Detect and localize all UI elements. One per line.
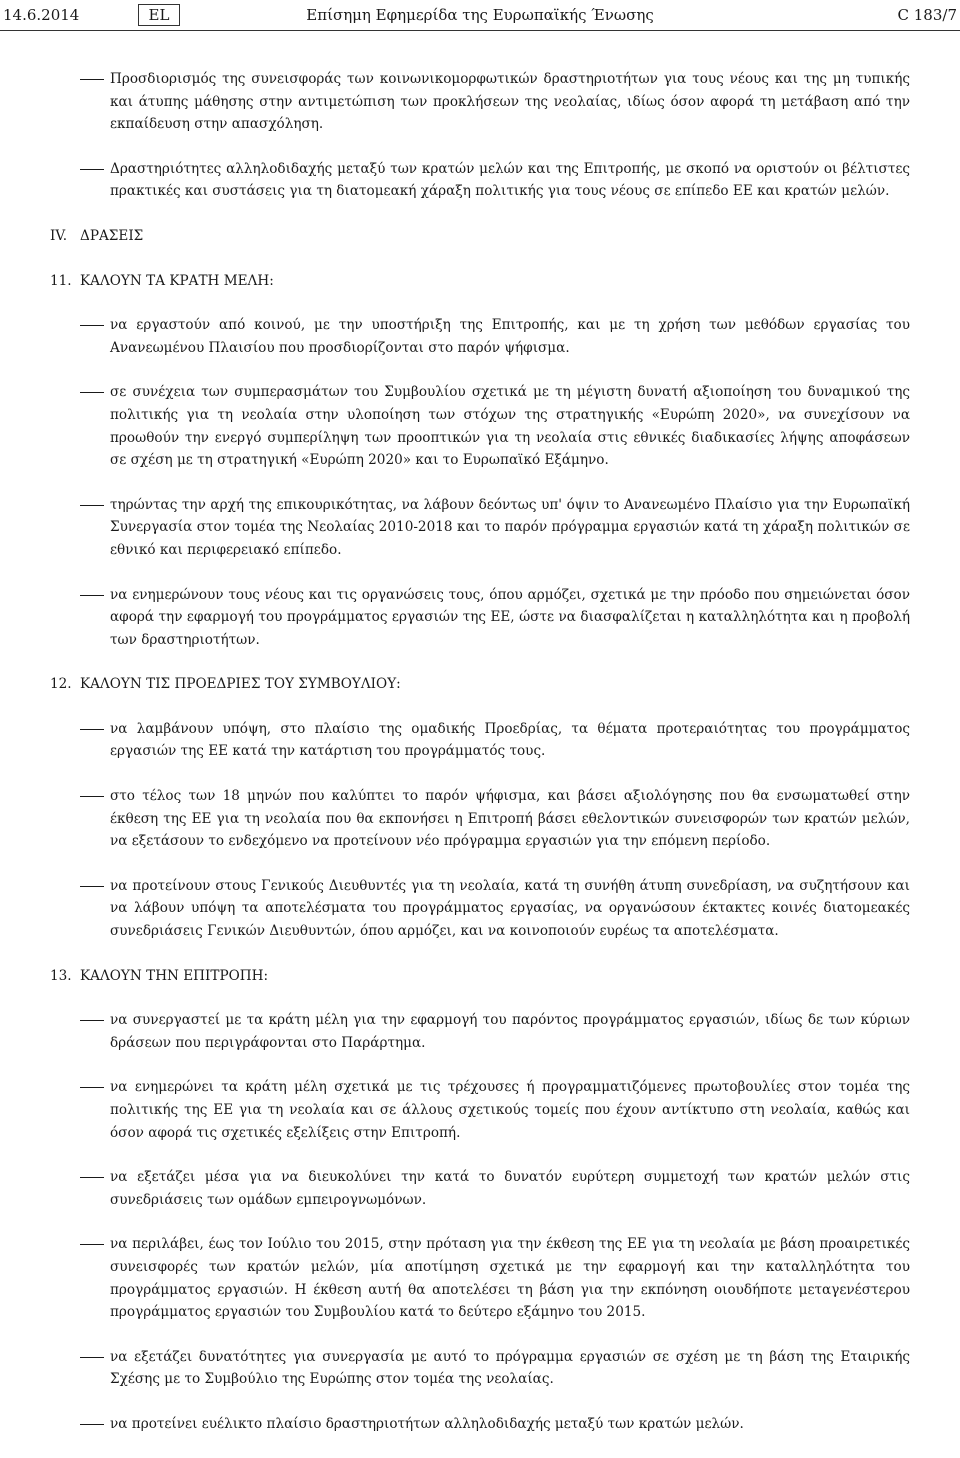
bullet-text: να λαμβάνουν υπόψη, στο πλαίσιο της ομαδικής Προεδρίας, τα θέματα προτεραιότητας του προγράμματος εργασιών της ΕΕ κατά την κατάρτιση του προγράμματός τους. [110,720,910,760]
page-reference: C 183/7 [897,6,957,24]
list-item [0,314,960,359]
bullet-text: να περιλάβει, έως τον Ιούλιο του 2015, στην πρόταση για την έκθεση της ΕΕ για τη νεολαία με βάση προαιρετικές συνεισφορές των κρατών μελών, μία αποτίμηση σχετικά με την εφαρμογή και την καταλληλότητα του προγράμματος εργασιών. Η έκθεση αυτή θα αποτελέσει τη βάση για την εκπόνηση οιουδήποτε μεταγενέστερου προγράμματος εργασιών του Συμβουλίου κατά το δεύτερο εξάμηνο του 2015. [110,1236,910,1321]
point-number: 13. [50,967,72,984]
list-item [0,875,960,943]
bullet-text: στο τέλος των 18 μηνών που καλύπτει το παρόν ψήφισμα, και βάσει αξιολόγησης που θα ενσωματωθεί στην έκθεση της ΕΕ για τη νεολαία που θα εκπονήσει η Επιτροπή βάσει εθελοντικών συνεισφορών των κρατών μελών, να εξετάσουν το ενδεχόμενο να προτείνουν νέο πρόγραμμα εργασιών για την επόμενη περίοδο. [110,788,910,850]
language-badge: EL [138,4,180,26]
bullet-text: να εξετάζει μέσα για να διευκολύνει την κατά το δυνατόν ευρύτερη συμμετοχή των κρατών μελών στις συνεδριάσεις των ομάδων εμπειρογνωμόνων. [110,1169,910,1208]
dash-marker [80,796,104,797]
dash-marker [80,79,104,80]
point-number: 11. [50,272,72,289]
bullet-text: να συνεργαστεί με τα κράτη μέλη για την εφαρμογή του παρόντος προγράμματος εργασιών, ιδίως δε των κύριων δράσεων που περιγράφονται στο Παράρτημα. [110,1012,910,1051]
section-number: IV. [50,227,68,244]
list-item [0,1166,960,1211]
point-heading [0,270,960,293]
list-item [0,1346,960,1391]
intro-bullet [0,68,960,136]
section-heading [0,225,960,248]
list-item [0,785,960,853]
point-heading [0,965,960,988]
dash-marker [80,1020,104,1021]
list-item [0,1413,960,1436]
bullet-text: να εξετάζει δυνατότητες για συνεργασία με αυτό το πρόγραμμα εργασιών σε σχέση με τη βάση της Εταιρικής Σχέσης με το Συμβούλιο της Ευρώπης στον τομέα της νεολαίας. [110,1348,910,1388]
section-title: ΔΡΑΣΕΙΣ [80,227,144,244]
document-body [0,68,960,1458]
list-item [0,381,960,471]
dash-marker [80,1177,104,1178]
page-header [0,0,960,31]
dash-marker [80,169,104,170]
point-title: ΚΑΛΟΥΝ ΤΙΣ ΠΡΟΕΔΡΙΕΣ ΤΟΥ ΣΥΜΒΟΥΛΙΟΥ: [80,676,401,693]
dash-marker [80,325,104,326]
bullet-text: Δραστηριότητες αλληλοδιδαχής μεταξύ των κρατών μελών και της Επιτροπής, με σκοπό να οριστούν οι βέλτιστες πρακτικές και συστάσεις για τη διατομεακή χάραξη πολιτικής για τους νέους σε επίπεδο ΕΕ και κρατών μελών. [110,160,910,200]
dash-marker [80,595,104,596]
point-number: 12. [50,676,72,693]
publication-date: 14.6.2014 [3,6,80,24]
point-title: ΚΑΛΟΥΝ ΤΑ ΚΡΑΤΗ ΜΕΛΗ: [80,272,274,289]
bullet-text: Προσδιορισμός της συνεισφοράς των κοινωνικομορφωτικών δραστηριοτήτων για τους νέους και της μη τυπικής και άτυπης μάθησης στην αντιμετώπιση των προκλήσεων της νεολαίας, ιδίως όσον αφορά τη μετάβαση από την εκπαίδευση στην απασχόληση. [110,71,910,133]
dash-marker [80,729,104,730]
dash-marker [80,1357,104,1358]
bullet-text: να εργαστούν από κοινού, με την υποστήριξη της Επιτροπής, και με τη χρήση των μεθόδων εργασίας του Ανανεωμένου Πλαισίου που προσδιορίζονται στο παρόν ψήφισμα. [110,317,910,356]
dash-marker [80,392,104,393]
bullet-text: να ενημερώνει τα κράτη μέλη σχετικά με τις τρέχουσες ή προγραμματιζόμενες πρωτοβουλίες στον τομέα της πολιτικής της ΕΕ για τη νεολαία και σε άλλους σχετικούς τομείς που έχουν αντίκτυπο στη νεολαία, καθώς και όσον αφορά τις σχετικές εξελίξεις στην Επιτροπή. [110,1079,910,1141]
list-item [0,494,960,562]
dash-marker [80,1087,104,1088]
bullet-text: να προτείνει ευέλικτο πλαίσιο δραστηριοτήτων αλληλοδιδαχής μεταξύ των κρατών μελών. [110,1415,744,1432]
bullet-text: να προτείνουν στους Γενικούς Διευθυντές για τη νεολαία, κατά τη συνήθη άτυπη συνεδρίαση, να συζητήσουν και να λάβουν υπόψη τα αποτελέσματα του προγράμματος εργασίας, να οργανώσουν έκτακτες κοινές διατομεακές συνεδριάσεις Γενικών Διευθυντών, όπου αρμόζει, και να κοινοποιούν ευρέως τα αποτελέσματα. [110,877,910,940]
list-item [0,584,960,652]
dash-marker [80,1424,104,1425]
dash-marker [80,505,104,506]
bullet-text: τηρώντας την αρχή της επικουρικότητας, να λάβουν δεόντως υπ' όψιν το Ανανεωμένο Πλαίσιο για την Ευρωπαϊκή Συνεργασία στον τομέα της Νεολαίας 2010-2018 και το παρόν πρόγραμμα εργασιών κατά τη χάραξη πολιτικών σε εθνικό και περιφερειακό επίπεδο. [110,496,910,558]
bullet-text: σε συνέχεια των συμπερασμάτων του Συμβουλίου σχετικά με τη μέγιστη δυνατή αξιοποίηση του δυναμικού της πολιτικής για τη νεολαία στην υλοποίηση των στόχων της στρατηγικής «Ευρώπη 2020», να συνεχίσουν να προωθούν την ενεργό συμπερίληψη των προοπτικών για τη νεολαία στις εθνικές διαδικασίες λήψης αποφάσεων σε σχέση με τη στρατηγική «Ευρώπη 2020» και το Ευρωπαϊκό Εξάμηνο. [110,384,910,469]
point-heading [0,673,960,696]
journal-title: Επίσημη Εφημερίδα της Ευρωπαϊκής Ένωσης [306,6,654,24]
list-item [0,1009,960,1054]
dash-marker [80,886,104,887]
intro-bullet [0,158,960,203]
list-item [0,1233,960,1323]
list-item [0,718,960,763]
list-item [0,1076,960,1144]
bullet-text: να ενημερώνουν τους νέους και τις οργανώσεις τους, όπου αρμόζει, σχετικά με την πρόοδο που σημειώνεται όσον αφορά την εφαρμογή του προγράμματος εργασιών της ΕΕ, ώστε να διασφαλίζεται η καταλληλότητα και η προβολή των δραστηριοτήτων. [110,586,910,648]
dash-marker [80,1244,104,1245]
point-title: ΚΑΛΟΥΝ ΤΗΝ ΕΠΙΤΡΟΠΗ: [80,967,269,984]
